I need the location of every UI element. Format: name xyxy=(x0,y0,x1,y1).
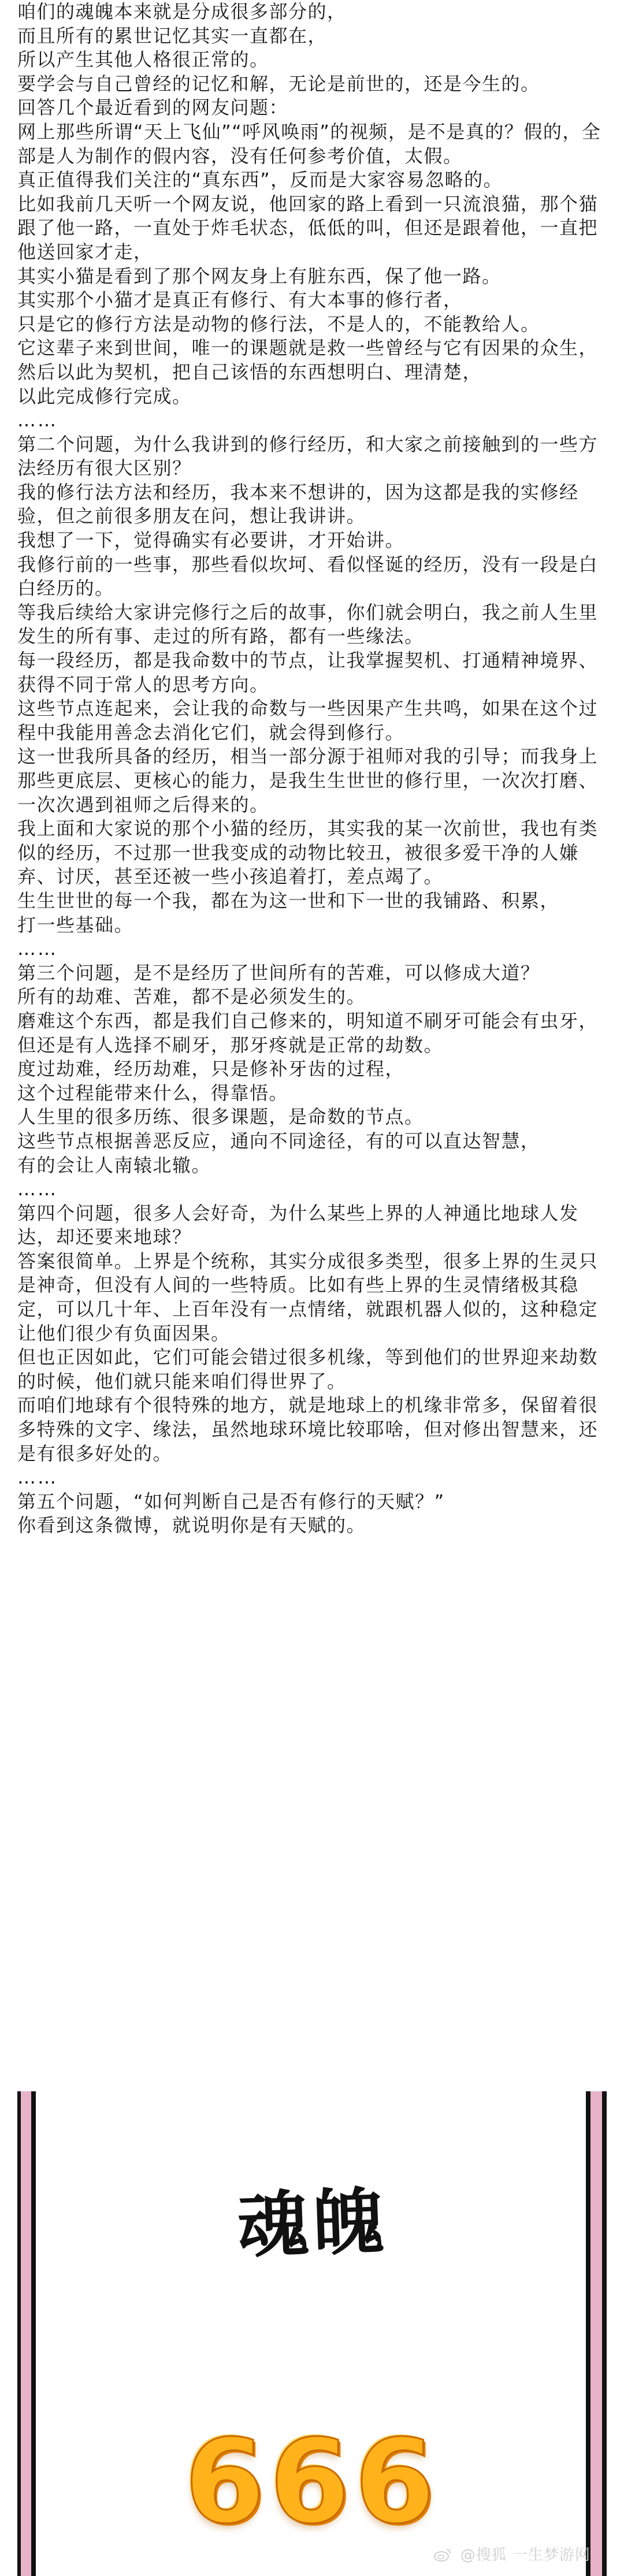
section-divider: …… xyxy=(17,1466,58,1489)
paragraph: 比如我前几天听一个网友说，他回家的路上看到一只流浪猫，那个猫跟了他一路，一直处于炸毛状态，低低的叫，但还是跟着他，一直把他送回家才走， xyxy=(17,192,599,263)
paragraph: 但也正因如此，它们可能会错过很多机缘，等到他们的世界迎来劫数的时候，他们就只能来咱们得世界了。 xyxy=(17,1346,599,1392)
paragraph: 以此完成修行完成。 xyxy=(17,385,192,407)
paragraph: 有的会让人南辕北辙。 xyxy=(17,1154,211,1176)
paragraph: 只是它的修行方法是动物的修行法，不是人的，不能教给人。 xyxy=(17,313,540,335)
paragraph: 你看到这条微博，就说明你是有天赋的。 xyxy=(17,1514,366,1537)
paragraph: 回答几个最近看到的网友问题： xyxy=(17,96,289,119)
paragraph: 我上面和大家说的那个小猫的经历，其实我的某一次前世，我也有类似的经历，不过那一世我变成的动物比较丑，被很多爱干净的人嫌弃、讨厌，甚至还被一些小孩追着打，差点竭了。 xyxy=(17,817,599,888)
weibo-icon xyxy=(434,2548,451,2562)
paragraph: 其实小猫是看到了那个网友身上有脏东西，保了他一路。 xyxy=(17,265,502,287)
paragraph: 而咱们地球有个很特殊的地方，就是地球上的机缘非常多，保留着很多特殊的文字、缘法，虽然地球环境比较耶啥，但对修出智慧来，还是有很多好处的。 xyxy=(17,1394,599,1464)
paragraph: 网上那些所谓“天上飞仙”“呼风唤雨”的视频，是不是真的？假的，全部是人为制作的假内容，没有任何参考价值，太假。 xyxy=(17,120,601,167)
paragraph: 真正值得我们关注的“真东西”，反而是大家容易忽略的。 xyxy=(17,169,503,191)
paragraph: 它这辈子来到世间，唯一的课题就是救一些曾经与它有因果的众生， xyxy=(17,337,599,359)
paragraph: 我修行前的一些事，那些看似坎坷、看似怪诞的经历，没有一段是白白经历的。 xyxy=(17,553,599,600)
paragraph: 要学会与自己曾经的记忆和解，无论是前世的，还是今生的。 xyxy=(17,72,540,95)
paragraph: 咱们的魂魄本来就是分成很多部分的， xyxy=(17,1,347,23)
section-divider: …… xyxy=(17,1178,58,1200)
question-heading: 第三个问题，是不是经历了世间所有的苦难，可以修成大道？ xyxy=(17,961,540,984)
paragraph: 然后以此为契机，把自己该悟的东西想明白、理清楚， xyxy=(17,360,482,383)
paragraph: 等我后续给大家讲完修行之后的故事，你们就会明白，我之前人生里发生的所有事、走过的所有路，都有一些缘法。 xyxy=(17,601,599,648)
paragraph: 人生里的很多历练、很多课题，是命数的节点。 xyxy=(17,1106,424,1128)
paragraph: 这些节点根据善恶反应，通向不同途径，有的可以直达智慧， xyxy=(17,1129,540,1152)
paragraph: 这个过程能带来什么，得靠悟。 xyxy=(17,1081,289,1104)
paragraph: 这些节点连起来，会让我的命数与一些因果产生共鸣，如果在这个过程中我能用善念去消化它们，就会得到修行。 xyxy=(17,697,599,744)
paragraph: 我的修行法方法和经历，我本来不想讲的，因为这都是我的实修经验，但之前很多朋友在问，想让我讲讲。 xyxy=(17,481,579,527)
paragraph: 每一段经历，都是我命数中的节点，让我掌握契机、打通精神境界、获得不同于常人的思考方向。 xyxy=(17,649,599,696)
question-heading: 第四个问题，很多人会好奇，为什么某些上界的人神通比地球人发达，却还要来地球？ xyxy=(17,1202,579,1248)
paragraph: 所以产生其他人格很正常的。 xyxy=(17,49,269,71)
section-divider: …… xyxy=(17,409,58,432)
paragraph: 我想了一下，觉得确实有必要讲，才开始讲。 xyxy=(17,529,405,552)
paragraph: 答案很简单。上界是个统称，其实分成很多类型，很多上界的生灵只是神奇，但没有人间的一些特质。比如有些上界的生灵情绪极其稳定，可以几十年、上百年没有一点情绪，就跟机器人似的，这种稳定让他们很少有负面因果。 xyxy=(17,1250,599,1344)
question-heading: 第五个问题，“如何判断自己是否有修行的天赋？” xyxy=(17,1490,445,1512)
paragraph: 度过劫难，经历劫难，只是修补牙齿的过程， xyxy=(17,1058,405,1080)
paragraph: 打一些基础。 xyxy=(17,913,134,936)
meme-number: 666 xyxy=(184,2415,440,2549)
article-body xyxy=(17,0,607,1538)
paragraph: 生生世世的每一个我，都在为这一世和下一世的我铺路、积累， xyxy=(17,889,560,912)
paragraph: 而且所有的累世记忆其实一直都在， xyxy=(17,24,328,47)
paragraph: 这一世我所具备的经历，相当一部分源于祖师对我的引导；而我身上那些更底层、更核心的能力，是我生生世世的修行里，一次次打磨、一次次遇到祖师之后得来的。 xyxy=(17,745,599,816)
meme-image xyxy=(17,2091,607,2576)
paragraph: 所有的劫难、苦难，都不是必须发生的。 xyxy=(17,986,366,1008)
question-heading: 第二个问题，为什么我讲到的修行经历，和大家之前接触到的一些方法经历有很大区别？ xyxy=(17,433,599,479)
watermark xyxy=(434,2543,590,2564)
paragraph: 磨难这个东西，都是我们自己修来的，明知道不刷牙可能会有虫牙，但还是有人选择不刷牙，那牙疼就是正常的劫数。 xyxy=(17,1009,599,1056)
paragraph: 其实那个小猫才是真正有修行、有大本事的修行者， xyxy=(17,289,463,311)
watermark-text: @搜狐 一生梦游网 xyxy=(460,2547,590,2564)
section-divider: …… xyxy=(17,938,58,960)
meme-title: 魂魄 xyxy=(235,2179,389,2269)
